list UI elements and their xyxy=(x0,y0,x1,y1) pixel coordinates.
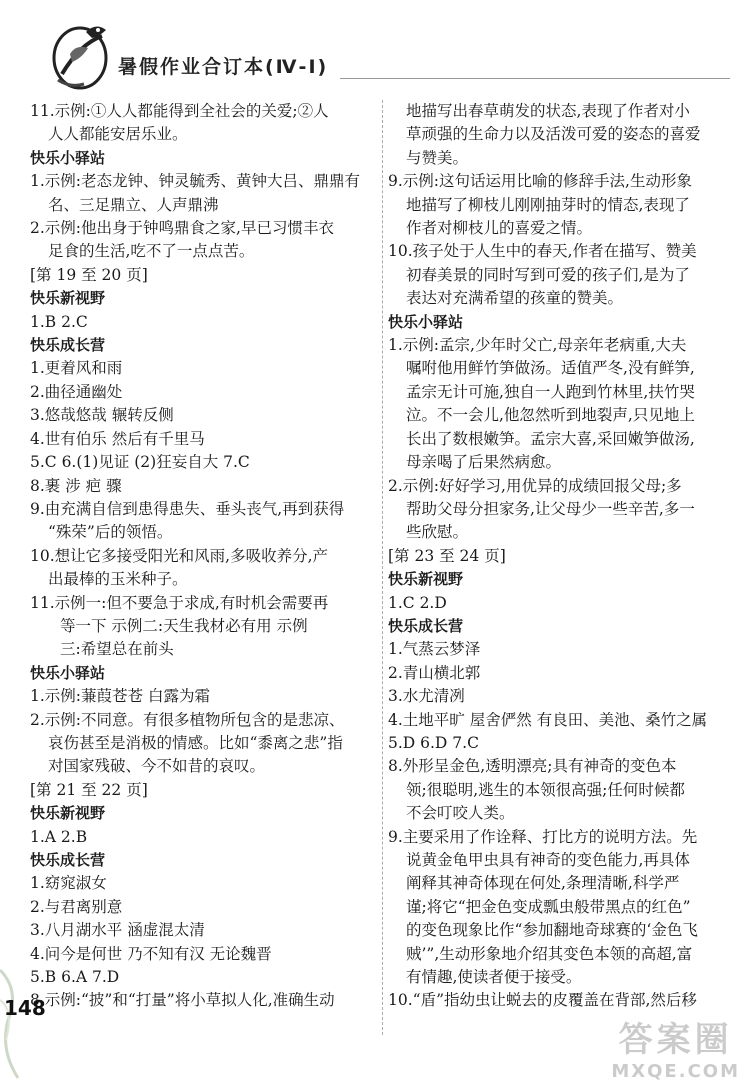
answer-line: 9.示例:这句话运用比喻的修辞手法,生动形象 xyxy=(388,172,692,191)
answer-line: 名、三足鼎立、人声鼎沸 xyxy=(48,195,219,214)
answer-line: 阐释其神奇体现在何处,条理清晰,科学严 xyxy=(406,874,680,893)
crane-logo-icon xyxy=(40,14,120,98)
answer-line: 10.孩子处于人生中的春天,作者在描写、赞美 xyxy=(388,242,697,261)
answer-line: 8.裹 涉 疤 骤 xyxy=(30,476,122,495)
answer-line: 作者对柳枝儿的喜爱之情。 xyxy=(406,219,593,238)
answer-line: 表达对充满希望的孩童的赞美。 xyxy=(406,289,624,308)
answer-line: 地描写了柳枝儿刚刚抽芽时的情态,表现了 xyxy=(406,195,690,214)
answer-line: 1.示例:老态龙钟、钟灵毓秀、黄钟大吕、鼎鼎有 xyxy=(30,172,361,191)
answer-line: 2.青山横北郭 xyxy=(388,663,481,682)
answer-line: 孟宗无计可施,独自一人跑到竹林里,扶竹哭 xyxy=(406,382,695,401)
answer-line: 贼’”,生动形象地介绍其变色本领的高超,富 xyxy=(406,944,693,963)
answer-line: 出最棒的玉米种子。 xyxy=(48,570,188,589)
answer-line: 1.窈窕淑女 xyxy=(30,874,107,893)
answer-line: 领;很聪明,逃生的本领很高强;任何时候都 xyxy=(406,780,685,799)
answer-line: 4.问今是何世 乃不知有汉 无论魏晋 xyxy=(30,944,272,963)
answer-line: 说黄金龟甲虫具有神奇的变色能力,再具体 xyxy=(406,851,690,869)
section-heading: 快乐新视野 xyxy=(388,570,464,589)
answer-line: 1.C 2.D xyxy=(388,593,447,612)
answer-line: 8.外形呈金色,透明漂亮;具有神奇的变色本 xyxy=(388,757,677,776)
section-heading: 快乐成长营 xyxy=(30,851,106,869)
side-decoration-icon xyxy=(0,960,36,1080)
watermark-line-1: 答案圈 xyxy=(618,1020,733,1060)
answer-line: 嘱咐他用鲜竹笋做汤。适值严冬,没有鲜笋, xyxy=(406,359,695,378)
column-divider xyxy=(382,100,383,1035)
right-column xyxy=(388,100,718,1013)
answer-line: 11.示例:①人人都能得到全社会的关爱;②人 xyxy=(30,102,329,120)
header-title: 暑假作业合订本(Ⅳ-Ⅰ) xyxy=(118,56,329,78)
answer-line: 与赞美。 xyxy=(406,148,469,167)
answer-line: 5.D 6.D 7.C xyxy=(388,733,479,752)
answer-line: 10.想让它多接受阳光和风雨,多吸收养分,产 xyxy=(30,546,329,565)
answer-line: 2.示例:不同意。有很多植物所包含的是悲凉、 xyxy=(30,710,345,729)
answer-line: 对国家残破、今不如昔的哀叹。 xyxy=(48,757,266,776)
watermark xyxy=(611,1012,740,1082)
answer-line: 不会叮咬人类。 xyxy=(406,804,515,823)
answer-line: 2.与君离别意 xyxy=(30,897,123,916)
answer-line: 9.由充满自信到患得患失、垂头丧气,再到获得 xyxy=(30,499,345,518)
answer-line: 9.主要采用了作诠释、打比方的说明方法。先 xyxy=(388,827,698,846)
answer-line: 4.土地平旷 屋舍俨然 有良田、美池、桑竹之属 xyxy=(388,710,708,729)
page-number: 148 xyxy=(4,996,46,1020)
page-header xyxy=(0,0,750,100)
answer-line: 5.C 6.(1)见证 (2)狂妄自大 7.C xyxy=(30,453,250,472)
section-heading: 快乐小驿站 xyxy=(388,312,464,331)
answer-line: 有情趣,使读者便于接受。 xyxy=(406,968,582,987)
answer-line: 等一下 示例二:天生我材必有用 示例 xyxy=(60,616,308,635)
answer-line: 10.“盾”指幼虫让蜕去的皮覆盖在背部,然后移 xyxy=(388,991,697,1010)
answer-line: 2.示例:好好学习,用优异的成绩回报父母;多 xyxy=(388,476,682,495)
answer-line: 2.示例:他出身于钟鸣鼎食之家,早已习惯丰衣 xyxy=(30,219,334,238)
left-column xyxy=(30,100,382,1013)
section-heading: 快乐小驿站 xyxy=(30,148,106,167)
answer-line: 1.气蒸云梦泽 xyxy=(388,640,481,659)
answer-line: 人人都能安居乐业。 xyxy=(48,125,188,144)
header-rule xyxy=(340,78,730,79)
answer-line: 3.悠哉悠哉 辗转反侧 xyxy=(30,406,174,425)
answer-line: 帮助父母分担家务,让父母少一些辛苦,多一 xyxy=(406,499,695,518)
answer-line: 草顽强的生命力以及活泼可爱的姿态的喜爱 xyxy=(406,125,701,144)
answer-line: 3.八月湖水平 涵虚混太清 xyxy=(30,921,205,940)
section-heading: 快乐成长营 xyxy=(30,336,106,355)
answer-line: 3.水尤清冽 xyxy=(388,687,465,706)
answer-line: 11.示例一:但不要急于求成,有时机会需要再 xyxy=(30,593,329,612)
answer-line: 谨;将它“把金色变成瓢虫般带黑点的红色” xyxy=(406,897,691,916)
answer-line: 泣。不一会儿,他忽然听到地裂声,只见地上 xyxy=(406,406,695,425)
answer-line: 8.示例:“披”和“打量”将小草拟人化,准确生动 xyxy=(30,991,335,1010)
answer-line: 地描写出春草萌发的状态,表现了作者对小 xyxy=(406,102,690,120)
answer-line: 初春美景的同时写到可爱的孩子们,是为了 xyxy=(406,265,690,284)
answer-line: 母亲喝了后果然病愈。 xyxy=(406,453,562,472)
answer-line: 哀伤甚至是消极的情感。比如“黍离之悲”指 xyxy=(48,733,343,752)
answer-line: 长出了数根嫩笋。孟宗大喜,采回嫩笋做汤, xyxy=(406,429,695,448)
section-heading: 快乐新视野 xyxy=(30,804,106,823)
answer-line: 1.示例:蒹葭苍苍 白露为霜 xyxy=(30,687,210,706)
answer-line: 1.B 2.C xyxy=(30,312,88,331)
answer-line: 5.B 6.A 7.D xyxy=(30,968,120,987)
answer-line: “殊荣”后的领悟。 xyxy=(48,523,173,542)
answer-line: [第 19 至 20 页] xyxy=(30,265,148,284)
answer-line: 三:希望总在前头 xyxy=(60,640,174,659)
answer-line: 2.曲径通幽处 xyxy=(30,382,123,401)
answer-line: [第 23 至 24 页] xyxy=(388,546,506,565)
answer-line: 1.A 2.B xyxy=(30,827,88,846)
answer-line: 1.更着风和雨 xyxy=(30,359,123,378)
watermark-line-2: MXQE.COM xyxy=(611,1061,740,1082)
section-heading: 快乐成长营 xyxy=(388,616,464,635)
answer-line: 1.示例:孟宗,少年时父亡,母亲年老病重,大夫 xyxy=(388,336,687,355)
answer-line: 足食的生活,吃不了一点点苦。 xyxy=(48,242,255,261)
section-heading: 快乐小驿站 xyxy=(30,663,106,682)
section-heading: 快乐新视野 xyxy=(30,289,106,308)
answer-line: 些欣慰。 xyxy=(406,523,469,542)
answer-line: 4.世有伯乐 然后有千里马 xyxy=(30,429,205,448)
answer-line: [第 21 至 22 页] xyxy=(30,780,148,799)
answer-line: 的变色现象比作“参加翻地奇球赛的‘金色飞 xyxy=(406,921,698,940)
